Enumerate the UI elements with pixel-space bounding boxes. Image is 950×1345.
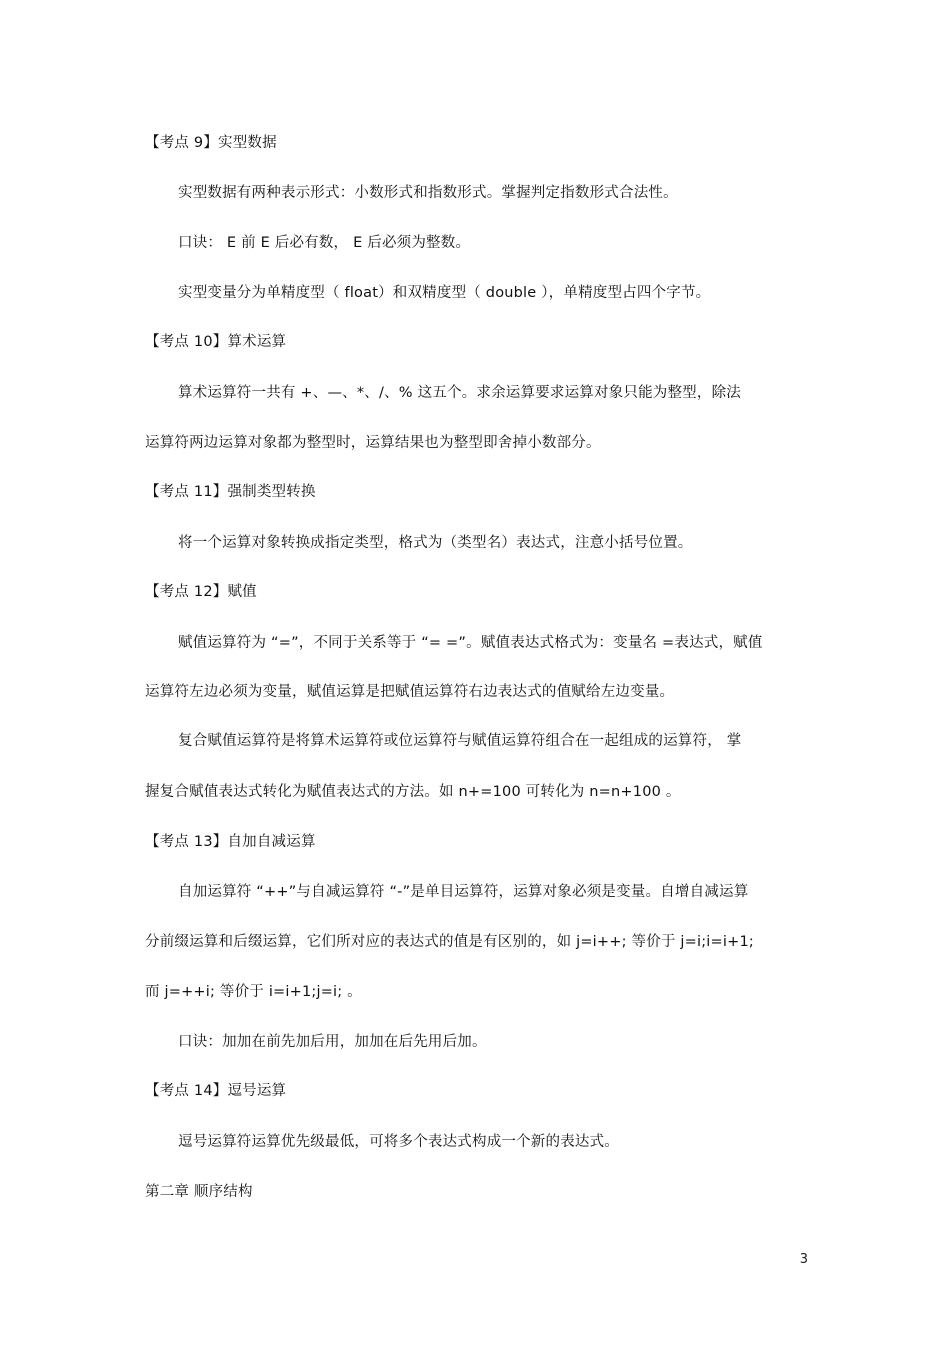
paragraph-line: 复合赋值运算符是将算术运算符或位运算符与赋值运算符组合在一起组成的运算符， 掌 [178,733,742,749]
paragraph-line: 口诀： E 前 E 后必有数， E 后必须为整数。 [178,235,471,251]
paragraph-line: 运算符左边必须为变量，赋值运算是把赋值运算符右边表达式的值赋给左边变量。 [145,684,675,700]
paragraph-line: 赋值运算符为 “=”，不同于关系等于 “= =”。赋值表达式格式为：变量名 =表达式，赋值 [178,635,763,651]
paragraph-line: 实型变量分为单精度型（ float）和双精度型（ double ），单精度型占四个字节。 [178,285,711,301]
chapter-heading: 第二章 顺序结构 [145,1184,253,1200]
paragraph-line: 算术运算符一共有 +、—、*、/、% 这五个。求余运算要求运算对象只能为整型，除法 [178,385,741,401]
paragraph-line: 口诀：加加在前先加后用，加加在后先用后加。 [178,1034,487,1050]
section-heading-13: 【考点 13】自加自减运算 [145,834,316,850]
section-heading-9: 【考点 9】实型数据 [145,135,277,151]
section-heading-11: 【考点 11】强制类型转换 [145,484,316,500]
paragraph-line: 将一个运算对象转换成指定类型，格式为（类型名）表达式，注意小括号位置。 [178,535,693,551]
section-heading-10: 【考点 10】算术运算 [145,334,287,350]
paragraph-line: 自加运算符 “++”与自减运算符 “-”是单目运算符，运算对象必须是变量。自增自减运算 [178,884,749,900]
paragraph-line: 分前缀运算和后缀运算，它们所对应的表达式的值是有区别的，如 j=i++; 等价于 j=i;i=i+1; [145,934,754,950]
section-heading-12: 【考点 12】赋值 [145,584,257,600]
section-heading-14: 【考点 14】逗号运算 [145,1083,287,1099]
paragraph-line: 运算符两边运算对象都为整型时，运算结果也为整型即舍掉小数部分。 [145,435,601,451]
paragraph-line: 而 j=++i; 等价于 i=i+1;j=i; 。 [145,984,362,1000]
page-number: 3 [799,1252,808,1267]
paragraph-line: 实型数据有两种表示形式：小数形式和指数形式。掌握判定指数形式合法性。 [178,185,678,201]
paragraph-line: 握复合赋值表达式转化为赋值表达式的方法。如 n+=100 可转化为 n=n+100 。 [145,784,681,800]
paragraph-line: 逗号运算符运算优先级最低，可将多个表达式构成一个新的表达式。 [178,1134,619,1150]
